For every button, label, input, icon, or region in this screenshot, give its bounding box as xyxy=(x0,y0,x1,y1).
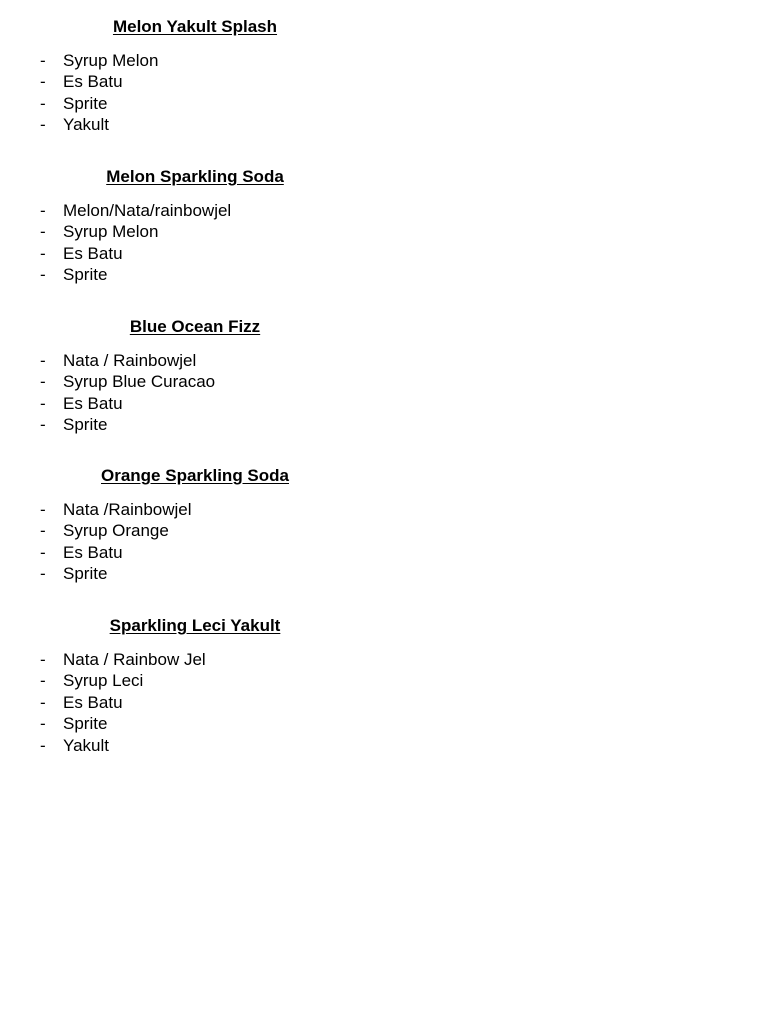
ingredient-text: Sprite xyxy=(63,415,108,435)
ingredient-text: Sprite xyxy=(63,714,108,734)
bullet-dash: - xyxy=(40,735,46,755)
ingredient-text: Nata / Rainbow Jel xyxy=(63,650,206,669)
ingredient-text: Syrup Leci xyxy=(63,671,144,691)
ingredient-text: Sprite xyxy=(63,265,108,285)
bullet-dash: - xyxy=(40,393,46,413)
bullet-dash: - xyxy=(40,714,46,734)
ingredient-text: Es Batu xyxy=(63,542,123,562)
ingredient-text: Es Batu xyxy=(63,72,123,92)
bullet-dash: - xyxy=(40,72,46,92)
bullet-dash: - xyxy=(40,415,46,435)
bullet-dash: - xyxy=(40,521,46,541)
ingredient-text: Sprite xyxy=(63,564,108,584)
ingredient-text: Nata /Rainbowjel xyxy=(63,500,192,519)
bullet-dash: - xyxy=(40,222,46,242)
recipe-title: Blue Ocean Fizz xyxy=(129,317,261,336)
bullet-dash: - xyxy=(40,93,46,113)
ingredient-text: Syrup Melon xyxy=(63,222,159,242)
ingredient-text: Es Batu xyxy=(63,393,123,413)
ingredient-text: Yakult xyxy=(63,115,109,135)
ingredient-text: Syrup Melon xyxy=(63,51,159,70)
bullet-dash: - xyxy=(40,265,46,285)
ingredient-text: Nata / Rainbowjel xyxy=(63,351,197,370)
bullet-dash: - xyxy=(40,51,46,70)
ingredient-text: Syrup Blue Curacao xyxy=(63,372,216,392)
ingredient-text: Es Batu xyxy=(63,243,123,263)
bullet-dash: - xyxy=(40,115,46,135)
ingredient-text: Syrup Orange xyxy=(63,521,169,541)
recipe-title: Melon Yakult Splash xyxy=(112,17,278,36)
recipe-title: Melon Sparkling Soda xyxy=(106,167,284,186)
bullet-dash: - xyxy=(40,351,46,370)
ingredient-text: Sprite xyxy=(63,93,108,113)
recipe-title: Sparkling Leci Yakult xyxy=(109,616,281,635)
recipe-title: Orange Sparkling Soda xyxy=(101,466,289,485)
bullet-dash: - xyxy=(40,201,46,220)
ingredient-text: Yakult xyxy=(63,735,109,755)
ingredient-text: Melon/Nata/rainbowjel xyxy=(63,201,232,220)
bullet-dash: - xyxy=(40,500,46,519)
ingredient-text: Es Batu xyxy=(63,692,123,712)
bullet-dash: - xyxy=(40,692,46,712)
bullet-dash: - xyxy=(40,650,46,669)
bullet-dash: - xyxy=(40,564,46,584)
bullet-dash: - xyxy=(40,542,46,562)
bullet-dash: - xyxy=(40,243,46,263)
bullet-dash: - xyxy=(40,372,46,392)
bullet-dash: - xyxy=(40,671,46,691)
